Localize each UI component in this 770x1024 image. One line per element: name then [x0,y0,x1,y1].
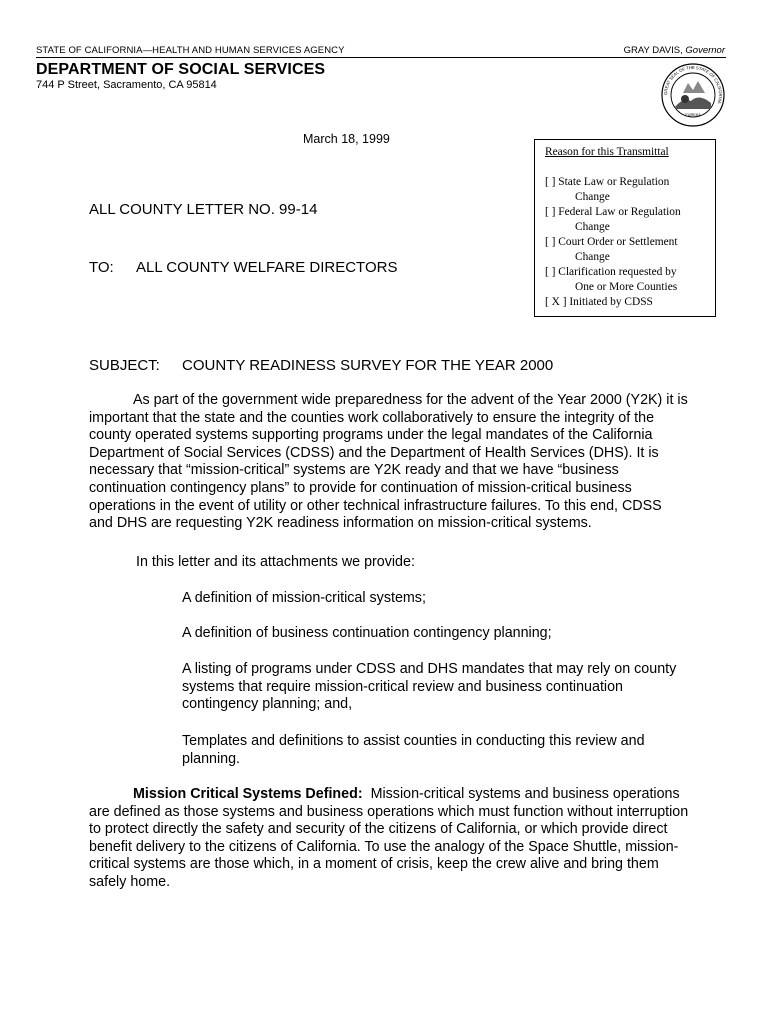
governor-line [624,45,725,56]
list-item [182,733,702,768]
seal-motto: EUREKA [685,113,701,117]
transmittal-option: [ ] Court Order or Settlement [545,236,678,248]
paragraph-line: As part of the government wide preparedness for the advent of the Year 2000 (Y2K) it is [133,392,688,408]
list-item-line: planning. [182,750,241,767]
transmittal-heading: Reason for this Transmittal [545,146,669,158]
list-item-line: A definition of business continuation contingency planning; [182,625,552,641]
governor-title: Governor [685,45,725,56]
transmittal-option-cont: Change [575,251,610,263]
transmittal-option: [ ] Federal Law or Regulation [545,206,681,218]
department-address: 744 P Street, Sacramento, CA 95814 [36,79,217,91]
paragraph-mission-critical [89,786,729,892]
paragraph-line: operations in the event of utility or other technical infrastructure failures. To this end, CDSS [89,497,662,514]
list-item-line: Templates and definitions to assist counties in conducting this review and [182,733,645,749]
transmittal-option-cont: One or More Counties [575,281,678,293]
paragraph-line [89,786,729,804]
list-item [182,661,702,714]
letter-date: March 18, 1999 [303,132,390,146]
transmittal-option: [ ] State Law or Regulation [545,176,670,188]
transmittal-option-selected: [ X ] Initiated by CDSS [545,296,653,308]
paragraph-line: benefit delivery to the citizens of California. To use the analogy of the Space Shuttle, mission- [89,838,679,855]
paragraph-line: to protect directly the safety and security of the citizens of California, or which provide direct [89,821,668,838]
subject-label: SUBJECT: [89,357,160,374]
letter-number: ALL COUNTY LETTER NO. 99-14 [89,201,318,218]
paragraph-line: are defined as those systems and business operations which must function without interruption [89,803,689,820]
agency-name: STATE OF CALIFORNIA—HEALTH AND HUMAN SERVICES AGENCY [36,45,345,56]
header-rule [36,57,726,58]
paragraph-line: critical systems are those which, in a moment of crisis, keep the crew alive and bring them [89,856,659,873]
transmittal-option: [ ] Clarification requested by [545,266,677,278]
department-name: DEPARTMENT OF SOCIAL SERVICES [36,61,326,78]
paragraph-line: safely home. [89,873,171,890]
subject-text: COUNTY READINESS SURVEY FOR THE YEAR 2000 [182,357,554,374]
governor-name: GRAY DAVIS, [623,45,683,56]
paragraph-line: and DHS are requesting Y2K readiness information on mission-critical systems. [89,515,592,532]
paragraph-line: Department of Social Services (CDSS) and the Department of Health Services (DHS). It is [89,444,659,461]
list-item-line: A listing of programs under CDSS and DHS mandates that may rely on county [182,661,677,677]
transmittal-box [534,139,716,317]
list-item-line: A definition of mission-critical systems; [182,590,426,606]
attachments-intro: In this letter and its attachments we provide: [136,554,415,570]
to-label: TO: [89,259,114,276]
section-heading: Mission Critical Systems Defined: [133,786,363,802]
to-recipients: ALL COUNTY WELFARE DIRECTORS [136,259,398,276]
paragraph-line: continuation contingency plans” to provide for continuation of mission-critical business [89,479,632,496]
state-seal-icon [661,63,725,127]
transmittal-option-cont: Change [575,221,610,233]
list-item-line: systems that require mission-critical review and business continuation [182,678,624,695]
list-item-line: contingency planning; and, [182,696,353,713]
paragraph-line: county operated systems supporting programs under the legal mandates of the California [89,427,653,444]
seal-text: GREAT SEAL OF THE STATE OF CALIFORNIA [662,64,724,105]
transmittal-option-cont: Change [575,191,610,203]
list-item [182,625,702,643]
paragraph-preparedness [89,392,729,533]
paragraph-line: necessary that “mission-critical” systems are Y2K ready and that we have “business [89,462,619,479]
list-item [182,590,702,608]
paragraph-text: Mission-critical systems and business operations [370,786,680,802]
paragraph-line: important that the state and the counties work collaboratively to ensure the integrity of the [89,409,655,426]
